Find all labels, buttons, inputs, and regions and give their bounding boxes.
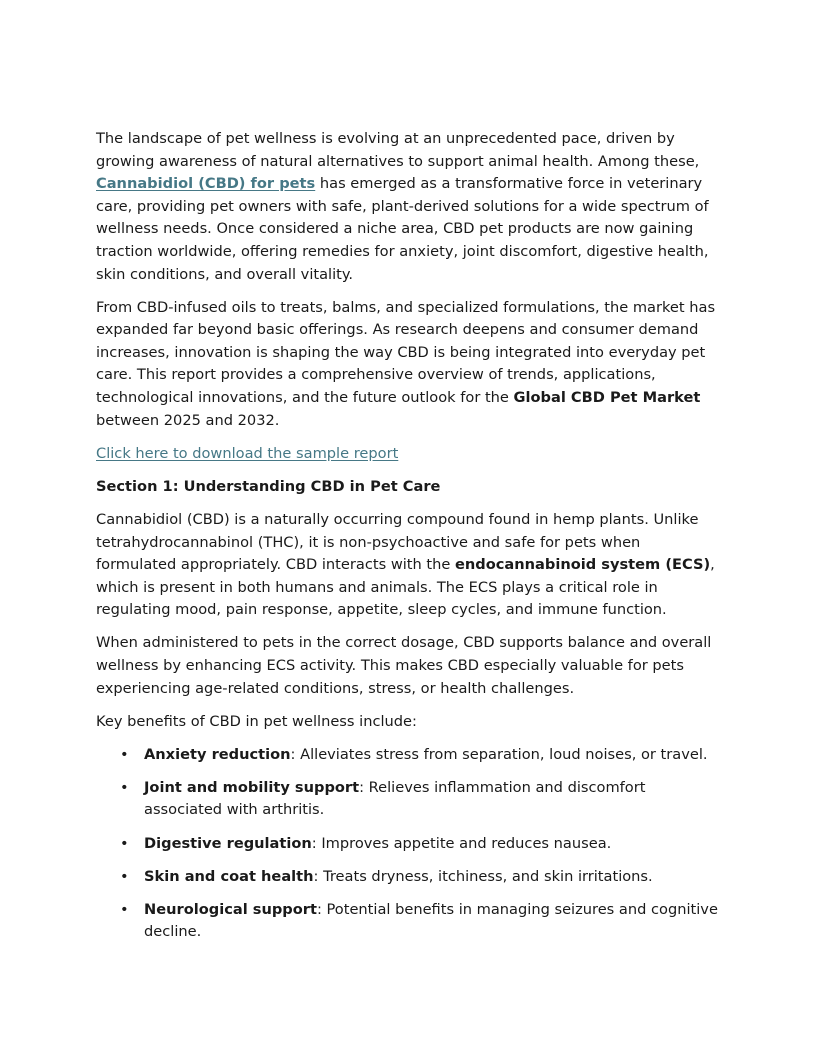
section-1-paragraph-1	[96, 509, 720, 622]
benefits-intro: Key benefits of CBD in pet wellness include:	[96, 712, 417, 730]
intro-p2-text-a: From CBD-infused oils to treats, balms, and specialized formulations, the market has expanded far beyond basic offerings. As research deepens and consumer demand increases, innovation is shaping the way CBD is being integrated into everyday pet care. This report provides a comprehensive overview of trends, applications, technological innovations, and the future outlook for the	[96, 298, 716, 407]
bullet-icon: •	[120, 745, 129, 763]
ecs-term: endocannabinoid system (ECS)	[455, 556, 711, 574]
benefit-desc: : Potential benefits in managing seizures and cognitive decline.	[144, 900, 718, 941]
benefits-list	[96, 744, 720, 944]
benefit-desc: : Improves appetite and reduces nausea.	[311, 834, 612, 852]
intro-p1-text-b: has emerged as a transformative force in veterinary care, providing pet owners with safe, plant-derived solutions for a wide spectrum of wellness needs. Once considered a niche area, CBD pet products are now gaining traction worldwide, offering remedies for anxiety, joint discomfort, digestive health, skin conditions, and overall vitality.	[96, 175, 709, 283]
document-page	[96, 128, 720, 954]
download-paragraph	[96, 443, 720, 466]
benefit-desc: : Relieves inflammation and discomfort associated with arthritis.	[144, 778, 646, 819]
bullet-icon: •	[120, 834, 129, 852]
list-item	[96, 744, 720, 767]
bullet-icon: •	[120, 900, 129, 918]
benefit-term: Joint and mobility support	[144, 778, 360, 796]
global-market-term: Global CBD Pet Market	[513, 389, 701, 407]
intro-p2-text-b: between 2025 and 2032.	[96, 411, 280, 429]
list-item	[96, 777, 720, 822]
cbd-for-pets-link[interactable]: Cannabidiol (CBD) for pets	[96, 175, 316, 193]
benefit-term: Skin and coat health	[144, 867, 314, 885]
section-1-heading	[96, 476, 720, 499]
section-1-heading-text: Section 1: Understanding CBD in Pet Care	[96, 477, 441, 495]
benefit-term: Anxiety reduction	[144, 745, 291, 763]
benefit-term: Neurological support	[144, 900, 317, 918]
benefit-desc: : Treats dryness, itchiness, and skin irritations.	[313, 867, 653, 885]
list-item	[96, 866, 720, 889]
list-item	[96, 833, 720, 856]
benefit-desc: : Alleviates stress from separation, loud noises, or travel.	[290, 745, 708, 763]
bullet-icon: •	[120, 778, 129, 796]
intro-p1-text-a: The landscape of pet wellness is evolving at an unprecedented pace, driven by growing awareness of natural alternatives to support animal health. Among these,	[96, 130, 700, 170]
s1-p1-text-a: Cannabidiol (CBD) is a naturally occurring compound found in hemp plants. Unlike tetrahydrocannabinol (THC), it is non-psychoactive and safe for pets when formulated appropriately. CBD interacts with the	[96, 510, 699, 574]
intro-paragraph-2	[96, 297, 720, 433]
intro-paragraph-1	[96, 128, 720, 286]
s1-p1-text-b: , which is present in both humans and animals. The ECS plays a critical role in regulating mood, pain response, appetite, sleep cycles, and immune function.	[96, 556, 715, 619]
section-1-paragraph-2: When administered to pets in the correct dosage, CBD supports balance and overall wellness by enhancing ECS activity. This makes CBD especially valuable for pets experiencing age-related conditions, stress, or health challenges.	[96, 634, 712, 697]
bullet-icon: •	[120, 867, 129, 885]
benefit-term: Digestive regulation	[144, 834, 312, 852]
download-sample-report-link[interactable]: Click here to download the sample report	[96, 444, 399, 462]
list-item	[96, 899, 720, 944]
